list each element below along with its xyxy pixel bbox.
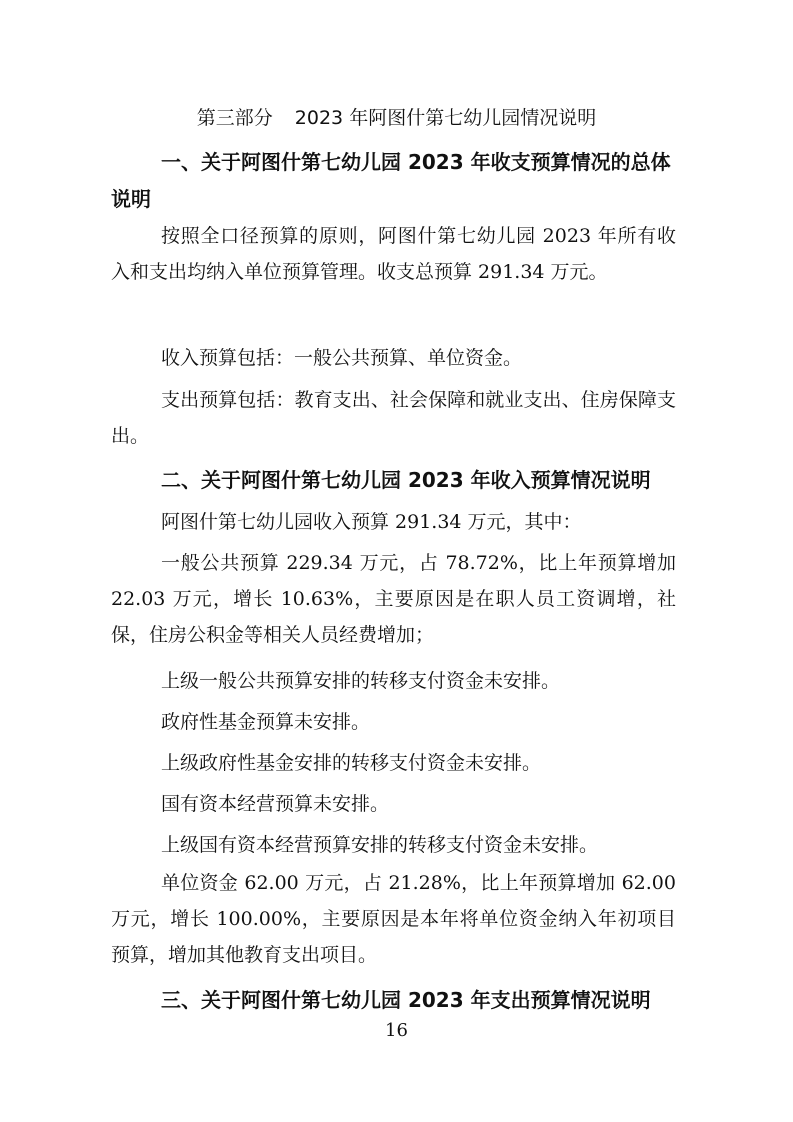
paragraph: 上级国有资本经营预算安排的转移支付资金未安排。 [161, 834, 599, 856]
section-heading-3: 三、关于阿图什第七幼儿园 2023 年支出预算情况说明 [161, 988, 651, 1012]
paragraph: 收入预算包括：一般公共预算、单位资金。 [161, 347, 523, 369]
page-number: 16 [385, 1020, 408, 1041]
paragraph: 上级一般公共预算安排的转移支付资金未安排。 [161, 670, 561, 692]
paragraph: 按照全口径预算的原则，阿图什第七幼儿园 2023 年所有收入和支出均纳入单位预算管理。收支总预算 291.34 万元。 [111, 225, 676, 283]
paragraph: 阿图什第七幼儿园收入预算 291.34 万元，其中： [161, 511, 582, 533]
page-title [0, 104, 793, 132]
paragraph: 单位资金 62.00 万元，占 21.28%，比上年预算增加 62.00 万元，增长 100.00%，主要原因是本年将单位资金纳入年初项目预算，增加其他教育支出项目。 [111, 872, 676, 966]
title-part: 第三部分 [196, 107, 273, 129]
paragraph: 国有资本经营预算未安排。 [161, 793, 390, 815]
section-heading-1: 一、关于阿图什第七幼儿园 2023 年收支预算情况的总体说明 [111, 150, 671, 211]
paragraph: 支出预算包括：教育支出、社会保障和就业支出、住房保障支出。 [111, 389, 676, 447]
section-heading-2: 二、关于阿图什第七幼儿园 2023 年收入预算情况说明 [161, 468, 651, 492]
title-text: 2023 年阿图什第七幼儿园情况说明 [294, 107, 597, 129]
paragraph: 政府性基金预算未安排。 [161, 711, 371, 733]
paragraph: 一般公共预算 229.34 万元，占 78.72%，比上年预算增加 22.03 万元，增长 10.63%，主要原因是在职人员工资调增，社保，住房公积金等相关人员经费增加； [111, 552, 676, 646]
paragraph: 上级政府性基金安排的转移支付资金未安排。 [161, 752, 542, 774]
